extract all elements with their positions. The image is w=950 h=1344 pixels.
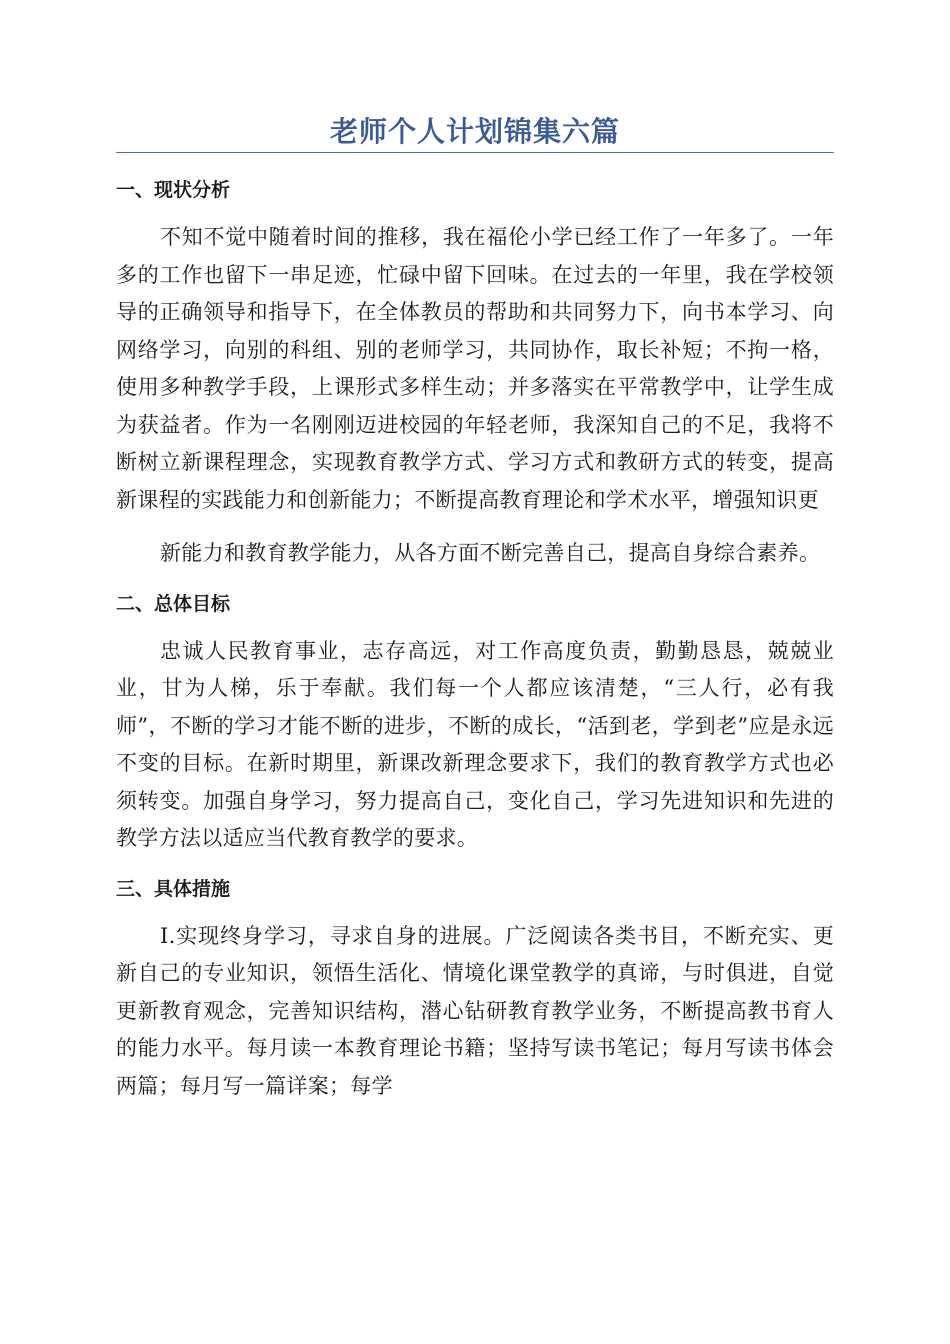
paragraph: 忠诚人民教育事业，志存高远，对工作高度负责，勤勤恳恳，兢兢业业，甘为人梯，乐于奉献。我们每一个人都应该清楚，“三人行，必有我师”，不断的学习才能不断的进步，不断的成长，“活到老，学到老”应是永远不变的目标。在新时期里，新课改新理念要求下，我们的教育教学方式也必须转变。加强自身学习，努力提高自己，变化自己，学习先进知识和先进的教学方法以适应当代教育教学的要求。 — [116, 638, 834, 850]
section-specific-measures — [116, 874, 834, 1106]
section-heading: 一、现状分析 — [116, 179, 231, 201]
paragraph: 不知不觉中随着时间的推移，我在福伦小学已经工作了一年多了。一年多的工作也留下一串足迹，忙碌中留下回味。在过去的一年里，我在学校领导的正确领导和指导下，在全体教员的帮助和共同努力下，向书本学习、向网络学习，向别的科组、别的老师学习，共同协作，取长补短；不拘一格，使用多种教学手段，上课形式多样生动；并多落实在平常教学中，让学生成为获益者。作为一名刚刚迈进校园的年轻老师，我深知自己的不足，我将不断树立新课程理念，实现教育教学方式、学习方式和教研方式的转变，提高新课程的实践能力和创新能力；不断提高教育理论和学术水平，增强知识更 — [116, 225, 834, 512]
paragraph: 新能力和教育教学能力，从各方面不断完善自己，提高自身综合素养。 — [160, 541, 821, 565]
section-heading: 三、具体措施 — [116, 877, 231, 900]
document-title: 老师个人计划锦集六篇 — [329, 115, 620, 148]
section-overall-goal — [116, 589, 834, 858]
paragraph: I.实现终身学习，寻求自身的进展。广泛阅读各类书目，不断充实、更新自己的专业知识，领悟生活化、情境化课堂教学的真谛，与时俱进，自觉更新教育观念，完善知识结构，潜心钻研教育教学业务，不断提高教书育人的能力水平。每月读一本教育理论书籍；坚持写读书笔记；每月写读书体会两篇；每月写一篇详案；每学 — [116, 923, 834, 1098]
section-status-analysis — [116, 175, 834, 573]
document-page — [116, 112, 834, 1121]
section-heading: 二、总体目标 — [116, 592, 231, 615]
title-underline — [116, 152, 834, 153]
